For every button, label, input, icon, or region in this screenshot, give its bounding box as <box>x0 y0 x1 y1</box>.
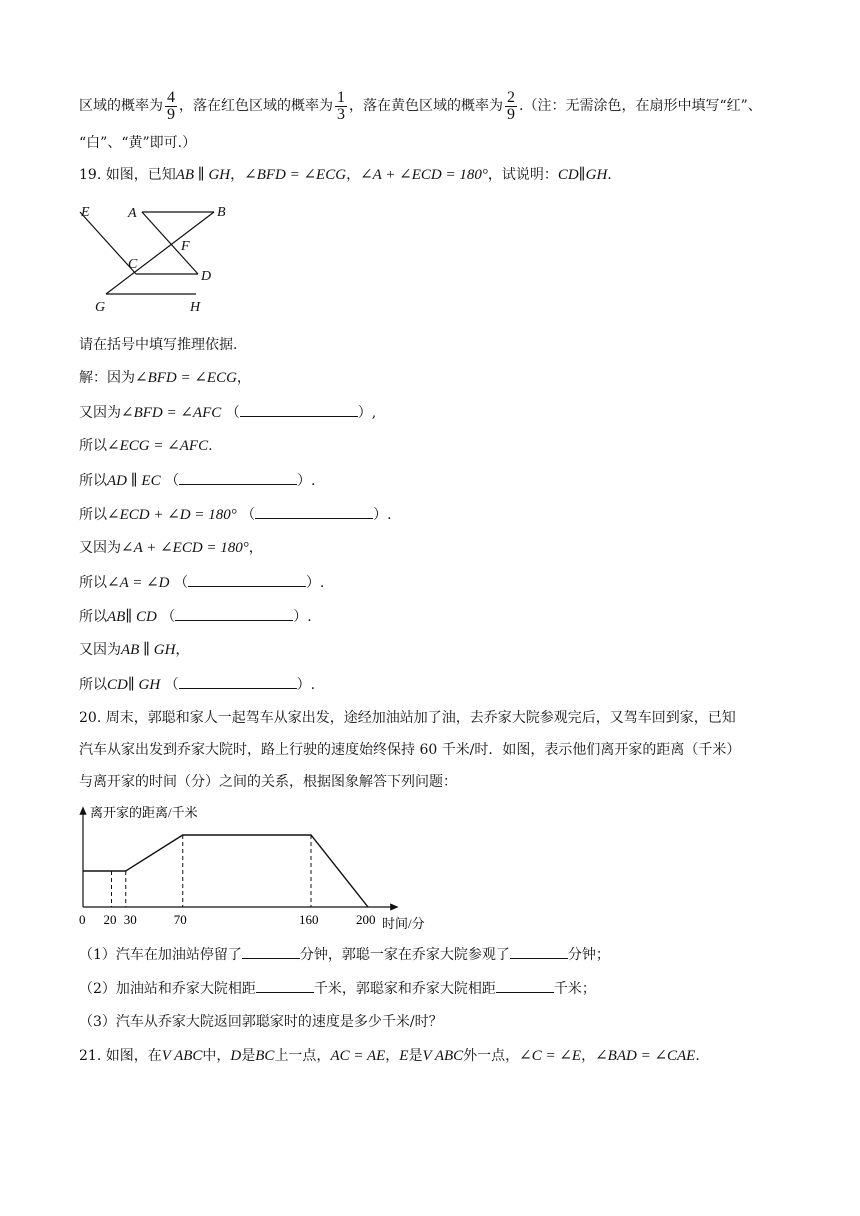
q19-step-2 <box>79 402 376 423</box>
step-suffix: ）. <box>305 575 325 591</box>
fraction-denominator: 9 <box>507 105 515 123</box>
step-math: CD∥ GH <box>107 677 161 693</box>
step-suffix: ）. <box>296 677 316 693</box>
open-paren: （ <box>241 507 256 523</box>
label-G: G <box>95 300 106 315</box>
reason-blank[interactable] <box>179 470 297 485</box>
answer-blank[interactable] <box>496 978 554 993</box>
intro-line-2 <box>79 133 196 153</box>
reason-blank[interactable] <box>240 402 358 417</box>
label-F: F <box>181 239 190 254</box>
step-math: AB∥ CD <box>107 609 157 625</box>
x-tick-label: 30 <box>123 912 137 927</box>
intro-text-c: ，落在黄色区域的概率为 <box>349 98 503 114</box>
q19-geometry-figure <box>70 198 240 316</box>
step-suffix: ）. <box>297 473 316 489</box>
chart-plot-area <box>79 835 376 927</box>
q21-text-e: ， <box>385 1048 400 1064</box>
distance-time-chart <box>70 800 450 935</box>
q21-math-6: ∠BAD = ∠CAE <box>595 1048 696 1064</box>
intro-text-d: .（注：无需涂色，在扇形中填写“红”、 <box>519 98 762 114</box>
x-tick-label: 0 <box>79 912 86 927</box>
label-H: H <box>190 300 201 315</box>
intro-line-1 <box>79 86 762 126</box>
step-prefix: 解：因为 <box>79 370 135 386</box>
q21-end: . <box>695 1048 700 1064</box>
step-prefix: 所以 <box>79 677 107 693</box>
q21-text-d: 上一点， <box>274 1048 331 1064</box>
step-prefix: 所以 <box>79 473 107 489</box>
reason-blank[interactable] <box>255 504 373 519</box>
q21-stem <box>79 1046 700 1066</box>
step-prefix: 又因为 <box>79 642 121 658</box>
q19-step-3 <box>79 436 213 456</box>
step-math: ∠A + ∠ECD = 180° <box>121 540 249 556</box>
q21-math-5: ∠C = ∠E <box>519 1048 582 1064</box>
label-A: A <box>128 206 137 221</box>
segment-AD <box>142 212 198 274</box>
question-number: 21. <box>79 1048 102 1064</box>
sub1-text-a: （1）汽车在加油站停留了 <box>79 947 242 963</box>
q21-math-2: BC <box>255 1048 275 1064</box>
q19-step-1 <box>79 368 251 388</box>
q21-triangle-2: V ABC <box>422 1048 464 1064</box>
fraction-yellow <box>505 90 517 123</box>
q19-step-8 <box>79 606 312 627</box>
q20-line-1 <box>79 708 736 728</box>
fraction-red <box>335 90 347 123</box>
reason-blank[interactable] <box>188 572 306 587</box>
step-suffix: ， <box>236 370 251 386</box>
question-number: 20. <box>79 710 102 726</box>
y-axis-label: 离开家的距离/千米 <box>90 805 198 820</box>
q19-end: . <box>607 167 612 183</box>
q19-math-3: ∠A + ∠ECD = 180° <box>360 167 488 183</box>
step-math: ∠BFD = ∠ECG <box>135 370 237 386</box>
sub2-text-b: 千米，郭聪家和乔家大院相距 <box>313 981 496 997</box>
step-suffix: . <box>208 438 213 454</box>
q21-math-4: E <box>399 1048 409 1064</box>
intro-text-b: ，落在红色区域的概率为 <box>179 98 333 114</box>
q19-step-10 <box>79 674 315 695</box>
q21-math-3: AC = AE <box>330 1048 386 1064</box>
sub1-text-b: 分钟，郭聪一家在乔家大院参观了 <box>299 947 510 963</box>
x-tick-label: 160 <box>299 912 319 927</box>
q21-text-g: 外一点， <box>463 1048 520 1064</box>
sub3-text: （3）汽车从乔家大院返回郭聪家时的速度是多少千米/时？ <box>79 1014 443 1030</box>
q19-stem <box>79 165 612 185</box>
answer-blank[interactable] <box>242 944 300 959</box>
step-math: ∠ECD + ∠D = 180° <box>107 507 237 523</box>
step-suffix: ）. <box>293 609 312 625</box>
q20-text-1: 周末，郭聪和家人一起驾车从家出发，途经加油站加了油，去乔家大院参观完后，又驾车回到家，已知 <box>105 710 736 726</box>
reason-blank[interactable] <box>175 606 293 621</box>
q21-text-h: ， <box>581 1048 596 1064</box>
q19-step-7 <box>79 572 324 593</box>
open-paren: （ <box>225 405 240 421</box>
q21-text-f: 是 <box>408 1048 423 1064</box>
label-C: C <box>128 257 138 272</box>
q19-step-4 <box>79 470 316 491</box>
step-math: ∠BFD = ∠AFC <box>121 405 222 421</box>
step-math: AD ∥ EC <box>107 473 161 489</box>
step-prefix: 所以 <box>79 438 107 454</box>
q20-text-3: 与离开家的时间（分）之间的关系，根据图象解答下列问题： <box>79 774 457 790</box>
fraction-denominator: 3 <box>337 105 345 123</box>
q20-line-3 <box>79 772 457 792</box>
step-prefix: 所以 <box>79 609 107 625</box>
q19-step-6 <box>79 538 263 558</box>
sub1-text-c: 分钟； <box>567 947 610 963</box>
x-tick-label: 70 <box>173 912 187 927</box>
x-tick-label: 20 <box>103 912 117 927</box>
answer-blank[interactable] <box>510 944 568 959</box>
q21-math-1: D <box>230 1048 242 1064</box>
intro-text-a: 区域的概率为 <box>79 98 163 114</box>
step-prefix: 又因为 <box>79 540 121 556</box>
open-paren: （ <box>173 575 188 591</box>
sub2-text-a: （2）加油站和乔家大院相距 <box>79 981 256 997</box>
step-prefix: 所以 <box>79 575 107 591</box>
x-axis-label: 时间/分 <box>382 916 425 931</box>
sub2-text-c: 千米； <box>553 981 596 997</box>
q19-sep-2: ， <box>346 167 361 183</box>
q20-sub2 <box>79 978 596 999</box>
q19-sep-1: ， <box>230 167 245 183</box>
step-prefix: 所以 <box>79 507 107 523</box>
q19-text-a: 如图，已知 <box>105 167 176 183</box>
q19-math-2: ∠BFD = ∠ECG <box>244 167 347 183</box>
fraction-numerator: 2 <box>507 88 515 106</box>
q20-line-2 <box>79 740 740 760</box>
fraction-numerator: 1 <box>337 88 345 106</box>
q20-text-2: 汽车从家出发到乔家大院时，路上行驶的速度始终保持 60 千米/时．如图，表示他们离开家的距离（千米） <box>79 742 741 758</box>
step-math: AB ∥ GH <box>121 642 176 658</box>
step-prefix: 又因为 <box>79 405 121 421</box>
q21-text-b: 中， <box>202 1048 231 1064</box>
fraction-denominator: 9 <box>167 105 175 123</box>
open-paren: （ <box>165 473 180 489</box>
fraction-numerator: 4 <box>167 88 175 106</box>
q19-text-b: ，试说明： <box>487 167 558 183</box>
question-number: 19. <box>79 167 102 183</box>
q19-instruction-text: 请在括号中填写推理依据. <box>79 337 238 353</box>
intro-text-2: “白”、“黄”即可.） <box>79 135 197 151</box>
fraction-white <box>165 90 177 123</box>
step-suffix: ， <box>175 642 190 658</box>
step-suffix: ， <box>248 540 263 556</box>
q19-step-9 <box>79 640 189 660</box>
label-E: E <box>81 205 90 220</box>
step-suffix: ）. <box>373 507 392 523</box>
step-math: ∠A = ∠D <box>107 575 170 591</box>
open-paren: （ <box>161 609 176 625</box>
q19-step-5 <box>79 504 392 525</box>
q21-text-c: 是 <box>241 1048 256 1064</box>
step-suffix: ）, <box>357 405 377 421</box>
q19-math-1: AB ∥ GH <box>175 167 231 183</box>
q19-instruction <box>79 335 237 355</box>
step-math: ∠ECG = ∠AFC <box>107 438 209 454</box>
label-B: B <box>217 205 226 220</box>
q21-triangle-1: V ABC <box>161 1048 203 1064</box>
open-paren: （ <box>164 677 179 693</box>
answer-blank[interactable] <box>256 978 314 993</box>
segment-BG <box>106 212 214 294</box>
x-tick-label: 200 <box>356 912 376 927</box>
reason-blank[interactable] <box>179 674 297 689</box>
q20-sub3 <box>79 1012 443 1032</box>
q19-math-4: CD∥GH <box>557 167 608 183</box>
label-D: D <box>201 269 212 284</box>
q20-sub1 <box>79 944 610 965</box>
q21-text-a: 如图，在 <box>105 1048 162 1064</box>
